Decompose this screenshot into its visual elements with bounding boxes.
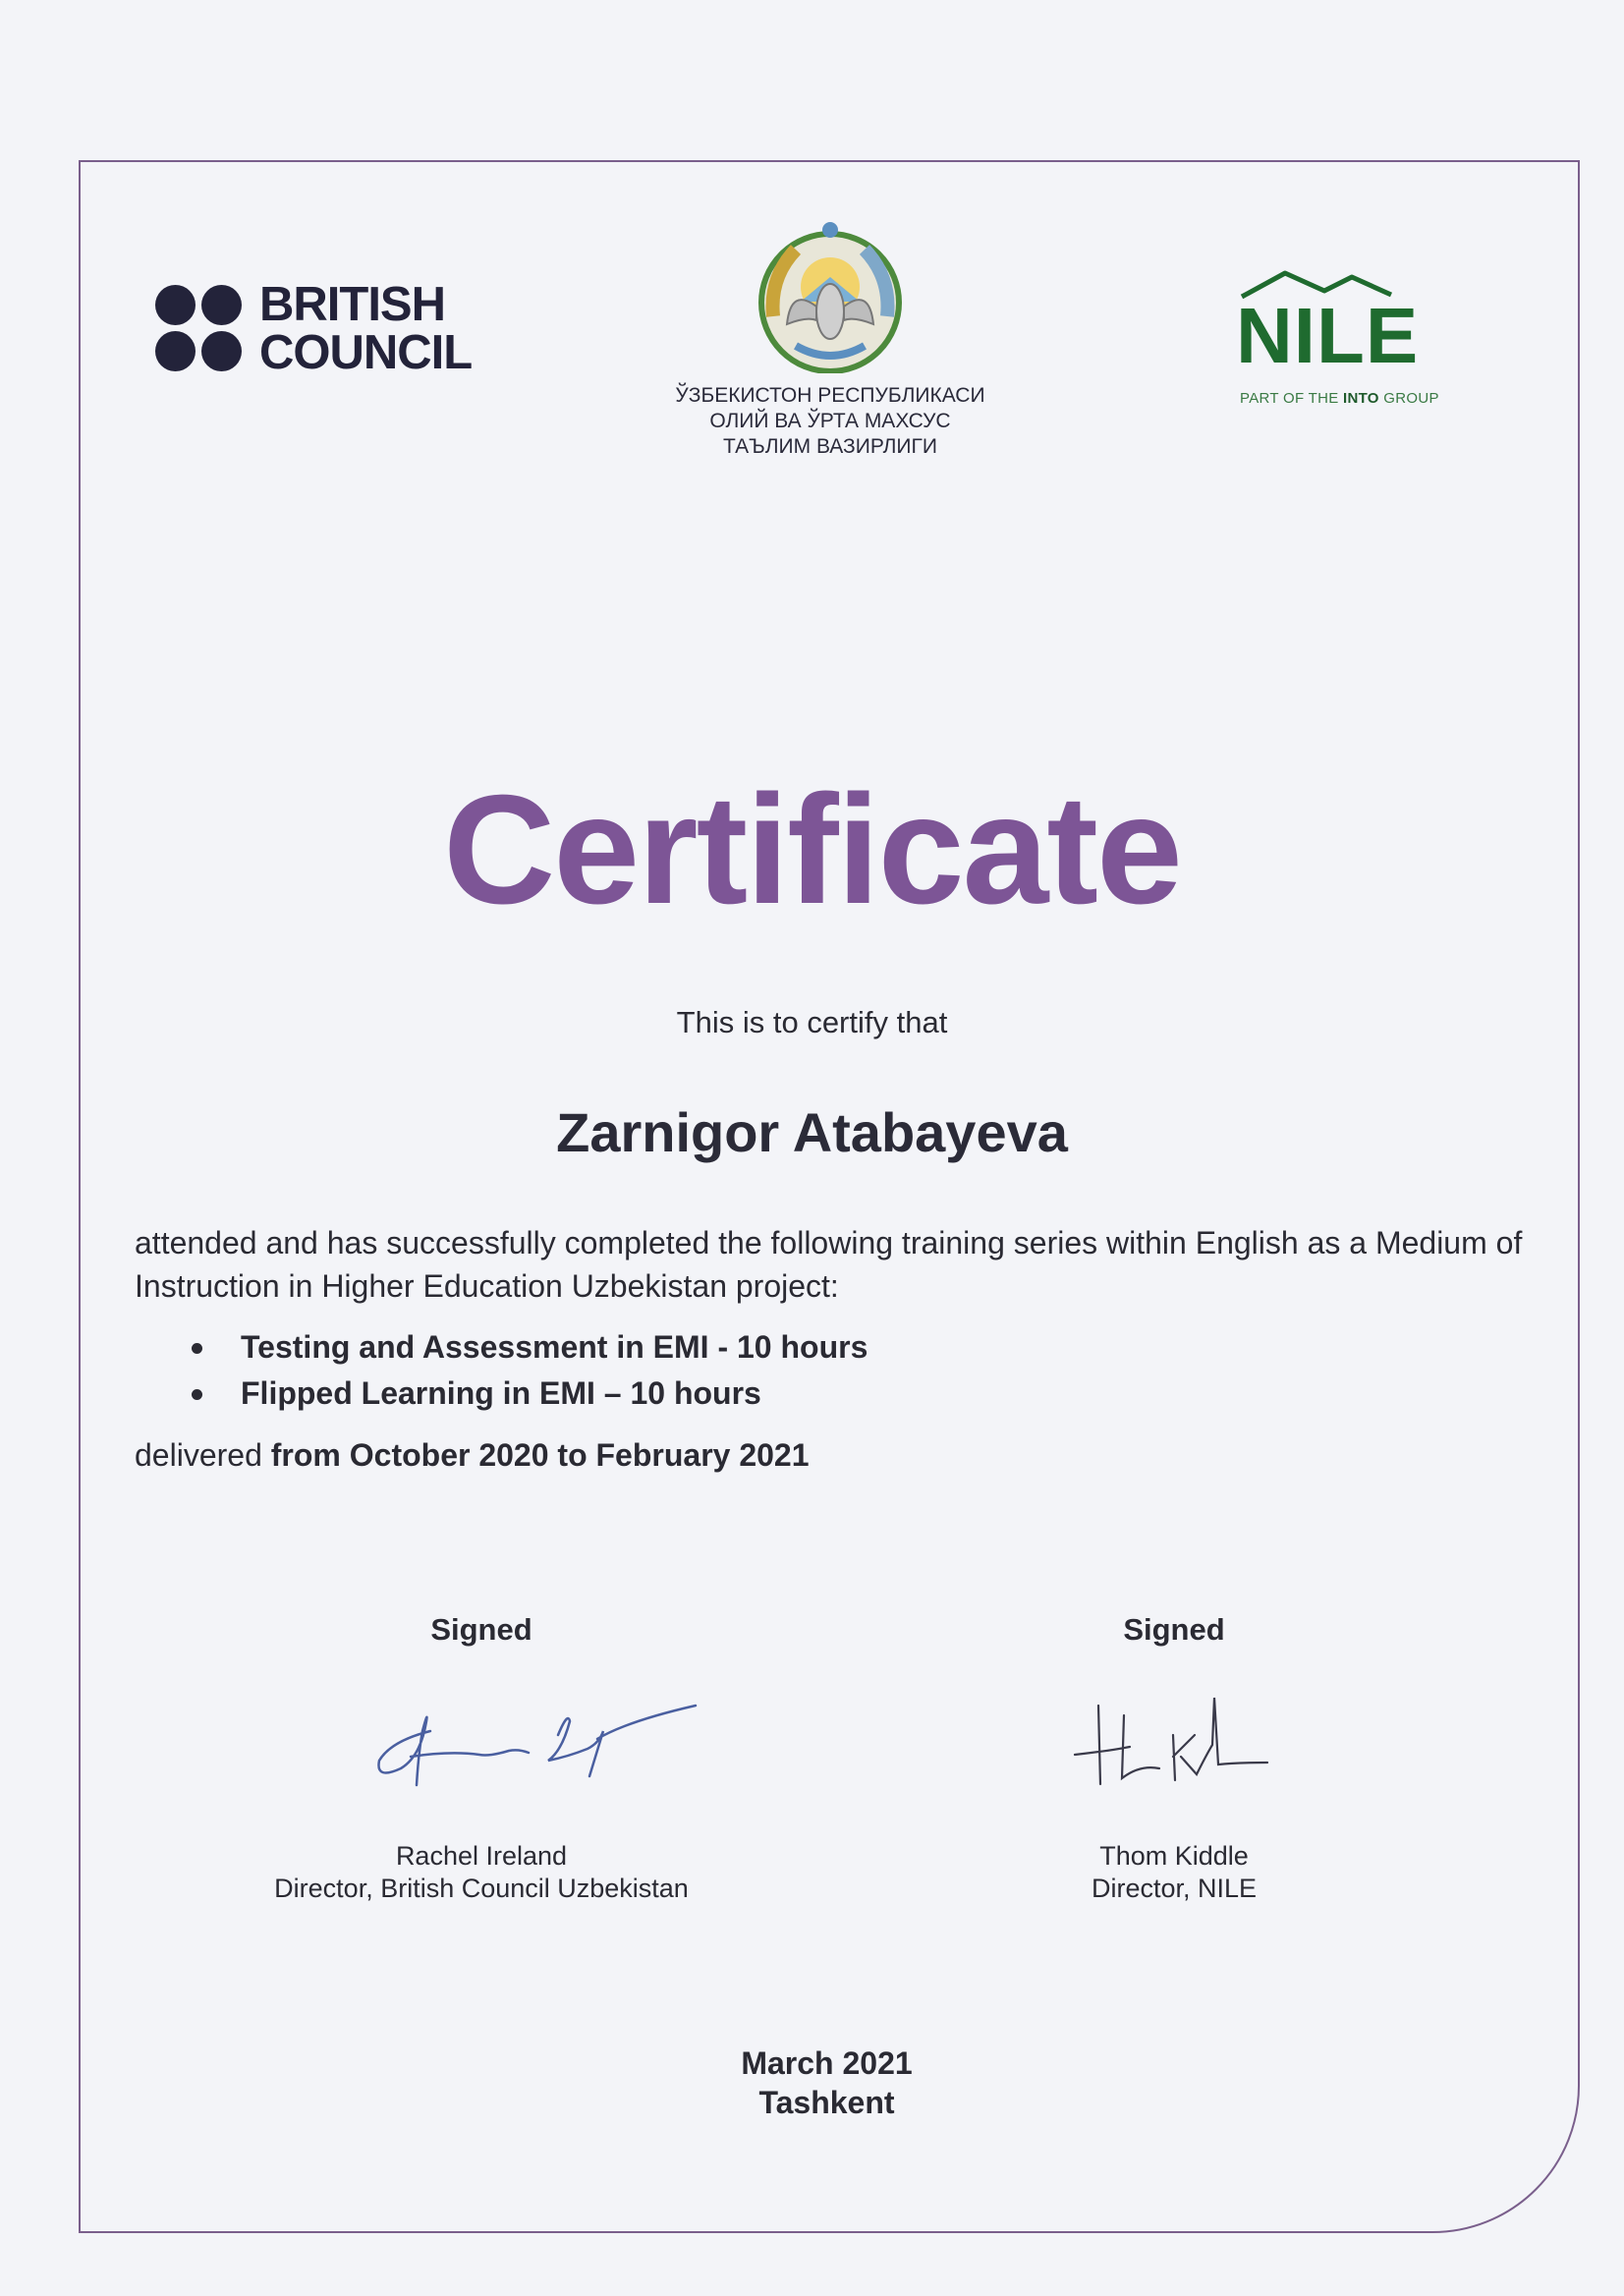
signature-thom-kiddle [1071, 1686, 1287, 1794]
bc-line2: COUNCIL [259, 326, 473, 379]
signatory-left [226, 1840, 737, 1905]
british-council-wordmark [259, 278, 473, 379]
issue-date: March 2021 [741, 2045, 913, 2081]
certificate-title: Certificate [443, 763, 1181, 936]
nile-logo-text: NILE [1236, 292, 1420, 379]
certify-text: This is to certify that [676, 1005, 948, 1039]
signatory-right [1012, 1840, 1336, 1905]
british-council-logo [155, 278, 479, 379]
british-council-dots-icon [155, 285, 244, 373]
certificate-border [79, 160, 1580, 2233]
nile-tagline: PART OF THE INTO GROUP [1240, 390, 1439, 407]
description-paragraph: attended and has successfully completed the following training series within English as a Medium of Instruction in Higher Education Uzbekistan project: [135, 1225, 1523, 1304]
course-list [192, 1324, 868, 1417]
issue-info [0, 2044, 1624, 2122]
uzbekistan-emblem-icon [752, 218, 909, 373]
delivery-dates: from October 2020 to February 2021 [270, 1437, 810, 1473]
signatory-name: Rachel Ireland [395, 1841, 568, 1871]
delivery-period: delivered from October 2020 to February 2021 [135, 1437, 810, 1473]
course-item: Testing and Assessment in EMI - 10 hours [192, 1324, 868, 1371]
signature-rachel-ireland [371, 1692, 705, 1790]
ministry-line3: ТАЪЛИМ ВАЗИРЛИГИ [723, 435, 937, 458]
course-item: Flipped Learning in EMI – 10 hours [192, 1371, 868, 1417]
recipient-name: Zarnigor Atabayeva [556, 1101, 1068, 1163]
signatory-title: Director, NILE [1091, 1874, 1258, 1903]
issue-place: Tashkent [758, 2085, 895, 2120]
bc-line1: BRITISH [259, 278, 445, 331]
signatory-name: Thom Kiddle [1099, 1841, 1249, 1871]
signed-label-left: Signed [430, 1612, 532, 1647]
ministry-line2: ОЛИЙ ВА ЎРТА МАХСУС [709, 410, 951, 432]
ministry-name [629, 383, 1032, 460]
ministry-line1: ЎЗБЕКИСТОН РЕСПУБЛИКАСИ [675, 384, 985, 407]
signatory-title: Director, British Council Uzbekistan [274, 1874, 689, 1903]
signed-label-right: Signed [1123, 1612, 1225, 1647]
